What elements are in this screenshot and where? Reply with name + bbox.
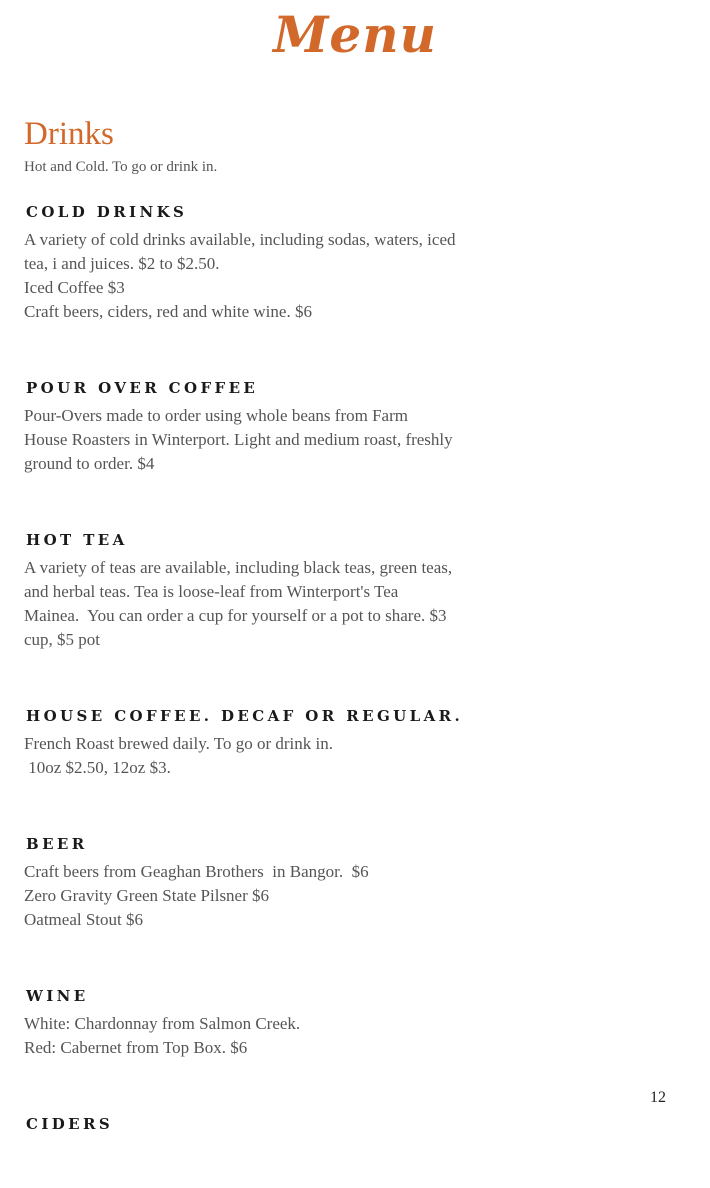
menu-item-description bbox=[24, 1012, 514, 1060]
menu-item bbox=[24, 196, 514, 324]
menu-item-line: A variety of teas are available, including black teas, green teas, bbox=[24, 558, 453, 577]
menu-item-line: Oatmeal Stout $6 bbox=[24, 910, 143, 929]
menu-item-heading: HOUSE COFFEE. DECAF OR REGULAR. bbox=[26, 707, 464, 725]
menu-item-line: Pour-Overs made to order using whole beans from Farm bbox=[24, 406, 408, 425]
menu-item-heading: HOT TEA bbox=[26, 531, 128, 549]
menu-item-line: and herbal teas. Tea is loose-leaf from Winterport's Tea bbox=[24, 582, 399, 601]
section-title: Drinks bbox=[24, 116, 114, 152]
menu-item-line: French Roast brewed daily. To go or drink in. bbox=[24, 734, 334, 753]
menu-item-line: Craft beers from Geaghan Brothers in Bangor. $6 bbox=[24, 862, 369, 881]
menu-item-description bbox=[24, 860, 514, 932]
menu-item-heading: CIDERS bbox=[26, 1115, 114, 1133]
menu-item-description bbox=[24, 404, 514, 476]
menu-item-line: House Roasters in Winterport. Light and medium roast, freshly bbox=[24, 430, 453, 449]
section-subtitle: Hot and Cold. To go or drink in. bbox=[24, 159, 218, 175]
menu-item-description bbox=[24, 732, 514, 780]
menu-item bbox=[24, 1108, 514, 1140]
menu-item-description bbox=[24, 228, 514, 324]
menu-item-heading: BEER bbox=[26, 835, 88, 853]
menu-items bbox=[24, 196, 514, 1188]
menu-item-line: Iced Coffee $3 bbox=[24, 278, 125, 297]
menu-item-heading: WINE bbox=[26, 987, 89, 1005]
page-number: 12 bbox=[650, 1089, 666, 1106]
menu-item bbox=[24, 372, 514, 476]
menu-item-line: White: Chardonnay from Salmon Creek. bbox=[24, 1014, 301, 1033]
menu-item-line: 10oz $2.50, 12oz $3. bbox=[24, 758, 171, 777]
menu-item-line: Mainea. You can order a cup for yourself or a pot to share. $3 bbox=[24, 606, 447, 625]
menu-item-heading: POUR OVER COFFEE bbox=[26, 379, 259, 397]
menu-item-line: Zero Gravity Green State Pilsner $6 bbox=[24, 886, 270, 905]
menu-item bbox=[24, 828, 514, 932]
menu-item bbox=[24, 700, 514, 780]
menu-item-line: ground to order. $4 bbox=[24, 454, 155, 473]
menu-title: Menu bbox=[273, 5, 437, 64]
menu-item-line: Craft beers, ciders, red and white wine. $6 bbox=[24, 302, 312, 321]
menu-item-line: cup, $5 pot bbox=[24, 630, 101, 649]
menu-item-line: tea, i and juices. $2 to $2.50. bbox=[24, 254, 220, 273]
menu-item bbox=[24, 524, 514, 652]
menu-item-description bbox=[24, 556, 514, 652]
menu-item-line: Red: Cabernet from Top Box. $6 bbox=[24, 1038, 248, 1057]
menu-item-heading: COLD DRINKS bbox=[26, 203, 188, 221]
menu-item bbox=[24, 980, 514, 1060]
menu-item-line: A variety of cold drinks available, including sodas, waters, iced bbox=[24, 230, 456, 249]
